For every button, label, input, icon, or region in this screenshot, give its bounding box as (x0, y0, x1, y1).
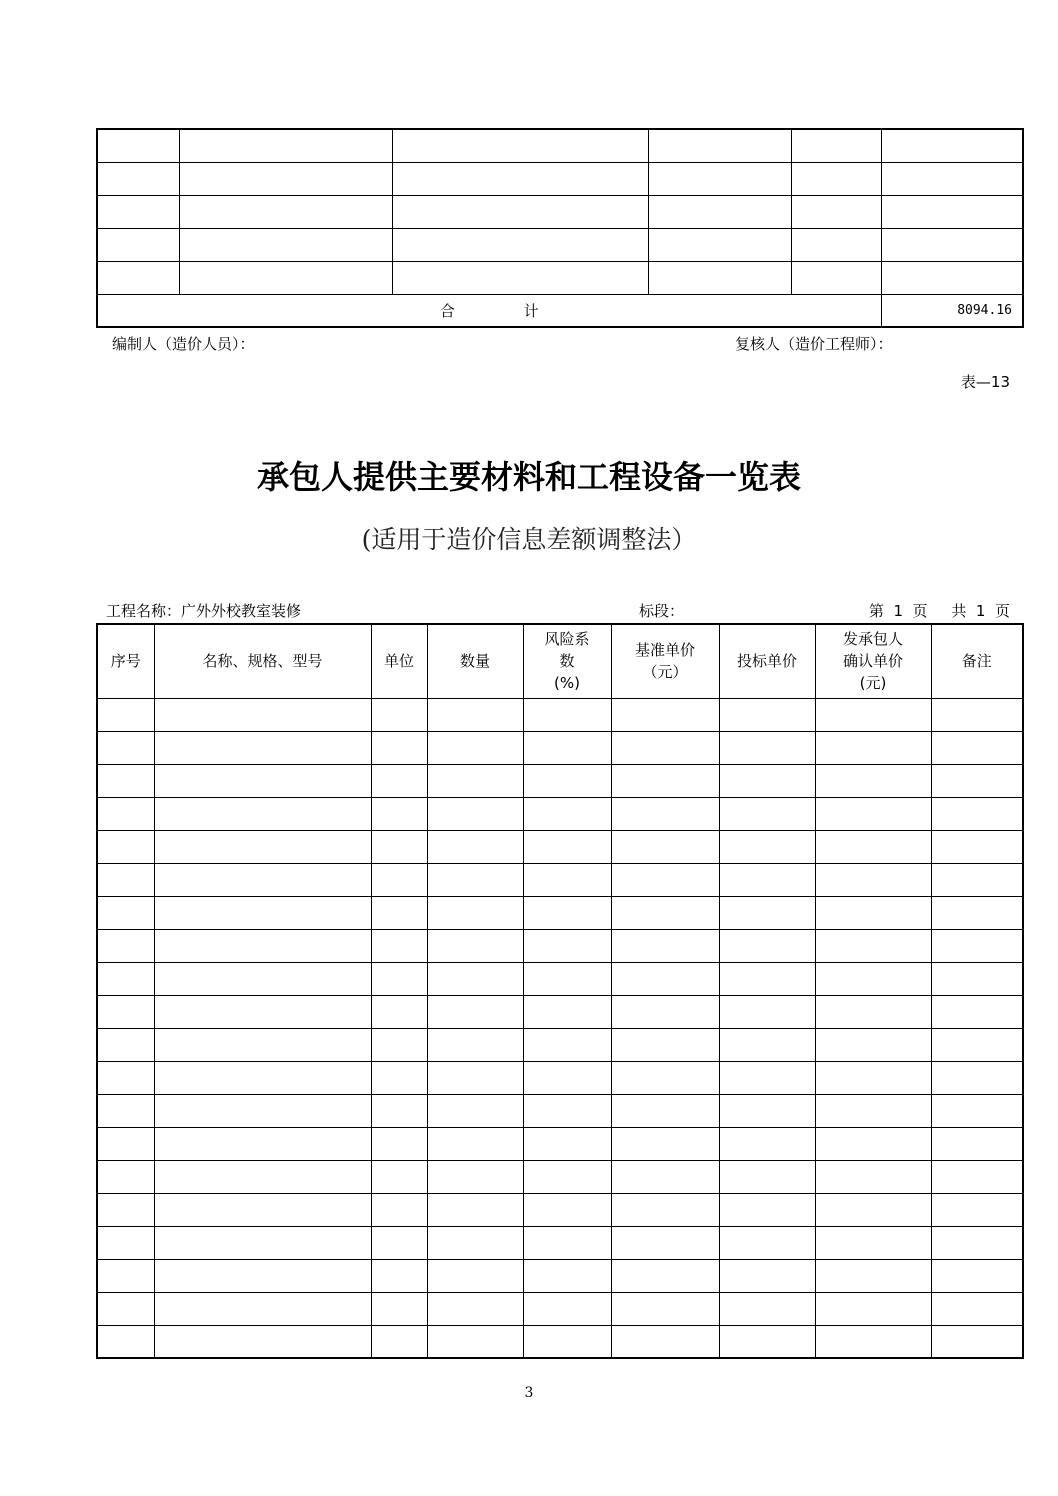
table-cell (931, 1028, 1023, 1061)
table-cell (427, 1127, 523, 1160)
table-cell (815, 764, 931, 797)
table-cell (427, 731, 523, 764)
table-cell (931, 962, 1023, 995)
table-cell (815, 1028, 931, 1061)
table-cell (427, 830, 523, 863)
table-cell (719, 1127, 815, 1160)
table-cell (648, 129, 791, 162)
table-cell (791, 162, 881, 195)
table-row (97, 1226, 1023, 1259)
total-value: 8094.16 (881, 294, 1023, 327)
table-cell (611, 1094, 719, 1127)
table-cell (815, 1127, 931, 1160)
table-cell (815, 1160, 931, 1193)
table-cell (97, 1028, 154, 1061)
page-title: 承包人提供主要材料和工程设备一览表 (256, 458, 801, 496)
table-cell (427, 797, 523, 830)
table-cell (427, 1292, 523, 1325)
table-cell (719, 929, 815, 962)
table-cell (931, 1325, 1023, 1358)
table-cell (931, 731, 1023, 764)
table-row (97, 995, 1023, 1028)
table-row (97, 1061, 1023, 1094)
column-header: 单位 (371, 624, 427, 698)
table-cell (371, 929, 427, 962)
table-cell (371, 863, 427, 896)
column-header: 备注 (931, 624, 1023, 698)
column-header: 基准单价 （元） (611, 624, 719, 698)
table-row (97, 1028, 1023, 1061)
table-cell (611, 1292, 719, 1325)
table-cell (427, 1028, 523, 1061)
table-cell (719, 1259, 815, 1292)
table-cell (97, 995, 154, 1028)
table-cell (523, 698, 611, 731)
table-cell (97, 162, 179, 195)
table-cell (427, 1094, 523, 1127)
table-cell (881, 195, 1023, 228)
table-cell (815, 1226, 931, 1259)
column-header: 投标单价 (719, 624, 815, 698)
table-cell (392, 162, 648, 195)
table-cell (791, 129, 881, 162)
table-cell (931, 929, 1023, 962)
table-cell (427, 1061, 523, 1094)
table-cell (611, 1193, 719, 1226)
table-cell (523, 1061, 611, 1094)
table-cell (154, 863, 371, 896)
table-cell (154, 1028, 371, 1061)
table-cell (427, 929, 523, 962)
table-cell (179, 129, 392, 162)
table-cell (523, 1094, 611, 1127)
table-cell (815, 797, 931, 830)
table-cell (371, 962, 427, 995)
table-cell (719, 698, 815, 731)
table-cell (154, 1325, 371, 1358)
table-cell (97, 1160, 154, 1193)
table-cell (97, 863, 154, 896)
table-cell (791, 261, 881, 294)
table-cell (815, 731, 931, 764)
previous-table-row (97, 162, 1023, 195)
table-cell (719, 1028, 815, 1061)
table-cell (719, 1226, 815, 1259)
table-cell (154, 1292, 371, 1325)
table-cell (179, 228, 392, 261)
table-row (97, 1160, 1023, 1193)
table-cell (371, 698, 427, 731)
previous-table-row (97, 195, 1023, 228)
compiler-label: 编制人（造价人员）： (112, 335, 255, 353)
table-cell (719, 1193, 815, 1226)
table-cell (154, 1193, 371, 1226)
previous-table-row (97, 129, 1023, 162)
table-cell (881, 228, 1023, 261)
table-cell (611, 929, 719, 962)
table-cell (719, 1094, 815, 1127)
table-row (97, 1127, 1023, 1160)
table-cell (179, 195, 392, 228)
table-cell (371, 830, 427, 863)
column-header: 发承包人 确认单价 (元) (815, 624, 931, 698)
table-row (97, 1259, 1023, 1292)
table-cell (427, 896, 523, 929)
table-cell (154, 1061, 371, 1094)
table-cell (611, 1259, 719, 1292)
table-cell (523, 929, 611, 962)
table-cell (815, 863, 931, 896)
table-row (97, 797, 1023, 830)
section-label: 标段： (639, 602, 685, 620)
table-cell (392, 195, 648, 228)
table-cell (719, 731, 815, 764)
table-cell (931, 830, 1023, 863)
table-cell (931, 863, 1023, 896)
table-row (97, 698, 1023, 731)
table-cell (931, 1061, 1023, 1094)
table-cell (427, 962, 523, 995)
table-cell (611, 896, 719, 929)
table-cell (97, 731, 154, 764)
page-info: 第 1 页 共 1 页 (868, 602, 1010, 620)
table-cell (815, 1292, 931, 1325)
table-cell (97, 896, 154, 929)
table-cell (371, 1292, 427, 1325)
table-cell (815, 698, 931, 731)
table-cell (97, 797, 154, 830)
table-cell (719, 1292, 815, 1325)
table-cell (97, 962, 154, 995)
column-header: 数量 (427, 624, 523, 698)
table-cell (523, 1160, 611, 1193)
table-cell (611, 962, 719, 995)
table-cell (392, 129, 648, 162)
table-cell (719, 863, 815, 896)
table-cell (719, 1160, 815, 1193)
table-cell (815, 1193, 931, 1226)
table-row (97, 1325, 1023, 1358)
table-cell (523, 1259, 611, 1292)
table-cell (611, 764, 719, 797)
table-cell (719, 830, 815, 863)
table-cell (154, 698, 371, 731)
column-header: 风险系 数 (%) (523, 624, 611, 698)
table-cell (931, 995, 1023, 1028)
materials-table (96, 623, 1024, 1359)
table-cell (427, 1160, 523, 1193)
table-cell (611, 797, 719, 830)
table-header-row (97, 624, 1023, 698)
previous-table-row (97, 261, 1023, 294)
table-cell (371, 995, 427, 1028)
table-cell (427, 1325, 523, 1358)
table-cell (815, 1061, 931, 1094)
table-cell (427, 1226, 523, 1259)
table-cell (154, 1160, 371, 1193)
table-cell (523, 797, 611, 830)
table-cell (154, 995, 371, 1028)
table-number: 表—13 (960, 373, 1010, 391)
table-cell (523, 1127, 611, 1160)
table-cell (719, 896, 815, 929)
table-cell (427, 1193, 523, 1226)
table-cell (97, 1325, 154, 1358)
table-cell (154, 731, 371, 764)
table-cell (97, 1193, 154, 1226)
table-cell (611, 1028, 719, 1061)
table-cell (154, 797, 371, 830)
table-cell (523, 1325, 611, 1358)
table-cell (881, 261, 1023, 294)
table-cell (97, 1292, 154, 1325)
table-cell (611, 995, 719, 1028)
total-label: 合 计 (97, 294, 881, 327)
table-cell (815, 929, 931, 962)
table-cell (815, 1259, 931, 1292)
table-cell (154, 1226, 371, 1259)
table-cell (931, 896, 1023, 929)
table-cell (179, 162, 392, 195)
table-cell (931, 1160, 1023, 1193)
total-row (97, 294, 1023, 327)
table-cell (97, 1259, 154, 1292)
table-cell (523, 1028, 611, 1061)
table-cell (931, 1292, 1023, 1325)
table-cell (719, 1061, 815, 1094)
table-row (97, 1292, 1023, 1325)
table-cell (427, 1259, 523, 1292)
table-cell (648, 195, 791, 228)
table-cell (719, 797, 815, 830)
table-cell (179, 261, 392, 294)
table-cell (371, 1325, 427, 1358)
table-cell (97, 830, 154, 863)
previous-table (96, 128, 1024, 328)
table-cell (97, 698, 154, 731)
table-cell (931, 797, 1023, 830)
table-cell (931, 764, 1023, 797)
table-cell (648, 228, 791, 261)
table-cell (97, 129, 179, 162)
table-cell (719, 962, 815, 995)
table-cell (371, 1226, 427, 1259)
table-cell (97, 764, 154, 797)
table-cell (371, 1160, 427, 1193)
table-row (97, 863, 1023, 896)
table-cell (392, 228, 648, 261)
table-cell (154, 1127, 371, 1160)
table-cell (523, 731, 611, 764)
table-cell (881, 129, 1023, 162)
table-row (97, 1094, 1023, 1127)
table-cell (791, 228, 881, 261)
table-cell (611, 1127, 719, 1160)
table-cell (815, 1325, 931, 1358)
page-number: 3 (524, 1385, 534, 1401)
table-cell (371, 896, 427, 929)
table-cell (523, 995, 611, 1028)
table-cell (611, 1226, 719, 1259)
table-row (97, 896, 1023, 929)
table-cell (371, 1061, 427, 1094)
table-cell (523, 1226, 611, 1259)
table-cell (881, 162, 1023, 195)
table-cell (523, 962, 611, 995)
table-row (97, 764, 1023, 797)
table-cell (815, 1094, 931, 1127)
table-cell (523, 863, 611, 896)
table-cell (427, 863, 523, 896)
column-header: 名称、规格、型号 (154, 624, 371, 698)
project-name: 工程名称：广外外校教室装修 (106, 602, 302, 620)
table-cell (97, 1127, 154, 1160)
table-cell (427, 995, 523, 1028)
table-cell (154, 962, 371, 995)
table-cell (648, 162, 791, 195)
table-cell (611, 863, 719, 896)
table-cell (97, 1061, 154, 1094)
table-cell (427, 698, 523, 731)
table-cell (427, 764, 523, 797)
table-cell (523, 830, 611, 863)
table-cell (392, 261, 648, 294)
column-header: 序号 (97, 624, 154, 698)
table-cell (523, 1193, 611, 1226)
table-cell (154, 1094, 371, 1127)
table-cell (97, 1226, 154, 1259)
table-cell (371, 1028, 427, 1061)
table-cell (719, 1325, 815, 1358)
table-cell (371, 1259, 427, 1292)
table-cell (97, 929, 154, 962)
table-cell (154, 896, 371, 929)
table-cell (611, 1160, 719, 1193)
table-cell (815, 995, 931, 1028)
table-cell (154, 929, 371, 962)
table-cell (931, 1226, 1023, 1259)
table-cell (523, 896, 611, 929)
table-row (97, 1193, 1023, 1226)
table-cell (371, 764, 427, 797)
table-cell (97, 1094, 154, 1127)
table-cell (611, 830, 719, 863)
reviewer-label: 复核人（造价工程师）： (735, 335, 893, 353)
table-cell (154, 1259, 371, 1292)
table-cell (611, 1325, 719, 1358)
page-subtitle: (适用于造价信息差额调整法） (361, 525, 697, 554)
table-cell (97, 195, 179, 228)
table-cell (815, 830, 931, 863)
table-cell (648, 261, 791, 294)
table-cell (371, 1193, 427, 1226)
table-cell (931, 1094, 1023, 1127)
table-row (97, 929, 1023, 962)
table-cell (154, 830, 371, 863)
table-cell (815, 896, 931, 929)
previous-table-row (97, 228, 1023, 261)
table-cell (154, 764, 371, 797)
table-row (97, 830, 1023, 863)
table-row (97, 731, 1023, 764)
table-cell (931, 698, 1023, 731)
table-cell (931, 1127, 1023, 1160)
table-cell (931, 1193, 1023, 1226)
table-cell (611, 698, 719, 731)
table-cell (719, 995, 815, 1028)
table-cell (611, 1061, 719, 1094)
table-cell (371, 1094, 427, 1127)
table-cell (791, 195, 881, 228)
table-cell (523, 764, 611, 797)
table-cell (97, 228, 179, 261)
table-cell (371, 731, 427, 764)
table-cell (371, 1127, 427, 1160)
table-cell (719, 764, 815, 797)
table-cell (931, 1259, 1023, 1292)
table-cell (815, 962, 931, 995)
table-cell (523, 1292, 611, 1325)
table-cell (611, 731, 719, 764)
table-cell (371, 797, 427, 830)
table-row (97, 962, 1023, 995)
table-cell (97, 261, 179, 294)
